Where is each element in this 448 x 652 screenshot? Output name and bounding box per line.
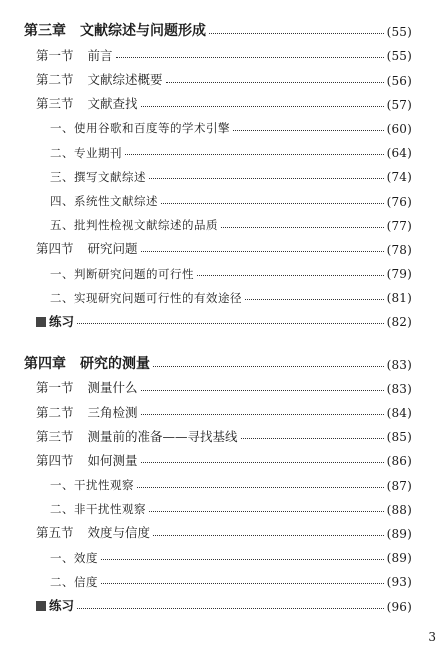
page-ref: (89)	[386, 526, 412, 541]
toc-subsection[interactable]	[24, 467, 412, 491]
subsection-title: 二、非干扰性观察	[50, 502, 146, 517]
subsection-title: 五、批判性检视文献综述的品质	[50, 218, 218, 233]
dot-leader	[137, 487, 384, 488]
table-of-contents	[24, 14, 412, 613]
section-name: 文献综述概要	[87, 72, 163, 88]
dot-leader	[116, 57, 384, 58]
chapter-label: 第三章	[24, 23, 66, 40]
section-label: 第一节	[36, 380, 74, 396]
square-bullet-icon	[36, 317, 46, 327]
section-label: 第四节	[36, 241, 74, 257]
dot-leader	[101, 559, 384, 560]
section-label: 第三节	[36, 428, 74, 444]
section-name: 效度与信度	[87, 525, 151, 541]
dot-leader	[149, 511, 384, 512]
subsection-title: 二、实现研究问题可行性的有效途径	[50, 290, 242, 305]
dot-leader	[141, 390, 384, 391]
page-ref: (84)	[386, 406, 412, 420]
toc-subsection[interactable]	[24, 564, 412, 588]
toc-section[interactable]	[24, 62, 412, 86]
section-label: 第五节	[36, 525, 74, 541]
subsection-title: 三、撰写文献综述	[50, 169, 146, 184]
dot-leader	[241, 438, 384, 439]
exercise-label: 练习	[49, 313, 75, 329]
toc-subsection[interactable]	[24, 208, 412, 232]
page-ref: (86)	[386, 454, 412, 469]
chapter-spacer	[24, 328, 412, 346]
toc-section[interactable]	[24, 371, 412, 395]
dot-leader	[245, 299, 384, 300]
page-ref: (60)	[386, 121, 412, 136]
section-name: 如何测量	[87, 452, 138, 468]
toc-subsection[interactable]	[24, 111, 412, 135]
section-title	[36, 404, 138, 420]
toc-section[interactable]	[24, 443, 412, 467]
page-ref: (55)	[386, 49, 412, 64]
chapter-name: 文献综述与问题形成	[80, 23, 206, 40]
toc-section[interactable]	[24, 419, 412, 443]
toc-exercise[interactable]	[24, 588, 412, 612]
square-bullet-icon	[36, 601, 46, 611]
dot-leader	[153, 366, 384, 367]
section-title	[36, 382, 138, 395]
subsection-title: 一、效度	[50, 550, 98, 565]
subsection-title: 二、专业期刊	[50, 145, 122, 160]
page-ref: (78)	[386, 242, 412, 257]
dot-leader	[153, 535, 384, 536]
section-name: 测量什么	[87, 380, 138, 396]
subsection-title: 一、判断研究问题的可行性	[50, 266, 194, 281]
dot-leader	[141, 462, 384, 463]
toc-section[interactable]	[24, 87, 412, 111]
dot-leader	[101, 583, 384, 584]
section-title	[36, 243, 138, 256]
chapter-title	[24, 357, 150, 371]
toc-subsection[interactable]	[24, 183, 412, 207]
section-title	[36, 74, 163, 87]
toc-exercise[interactable]	[24, 304, 412, 328]
dot-leader	[141, 251, 384, 252]
dot-leader	[141, 106, 384, 107]
section-title	[36, 452, 138, 468]
page-ref: (85)	[386, 430, 412, 445]
subsection-title: 一、使用谷歌和百度等的学术引擎	[50, 121, 230, 136]
exercise-title	[36, 600, 74, 613]
page-ref: (87)	[386, 478, 412, 493]
page-ref: (74)	[386, 170, 412, 185]
section-label: 第二节	[36, 72, 74, 88]
page-ref: (82)	[386, 315, 412, 330]
section-title	[36, 47, 113, 63]
page-ref: (81)	[386, 291, 412, 306]
dot-leader	[141, 414, 384, 415]
page-ref: (96)	[386, 599, 412, 614]
section-name: 研究问题	[87, 241, 138, 257]
toc-section[interactable]	[24, 38, 412, 62]
exercise-title	[36, 313, 75, 329]
dot-leader	[209, 33, 384, 34]
page-ref: (76)	[386, 194, 412, 209]
toc-subsection[interactable]	[24, 256, 412, 280]
page-ref: (79)	[386, 267, 412, 282]
dot-leader	[149, 178, 384, 179]
section-name: 前言	[87, 47, 113, 63]
chapter-name: 研究的测量	[80, 355, 150, 372]
section-name: 文献查找	[87, 96, 138, 112]
section-label: 第一节	[36, 47, 74, 63]
page-ref: (89)	[386, 551, 412, 566]
page-ref: (77)	[386, 218, 412, 233]
dot-leader	[161, 203, 384, 204]
page-number: 3	[428, 630, 436, 644]
section-label: 第四节	[36, 452, 74, 468]
dot-leader	[125, 154, 384, 155]
toc-section[interactable]	[24, 232, 412, 256]
dot-leader	[233, 130, 384, 131]
toc-subsection[interactable]	[24, 159, 412, 183]
toc-subsection[interactable]	[24, 492, 412, 516]
chapter-title	[24, 24, 206, 38]
dot-leader	[221, 227, 384, 228]
page-ref: (64)	[386, 146, 412, 161]
section-name: 三角检测	[87, 404, 138, 420]
dot-leader	[77, 323, 384, 324]
page-ref: (55)	[386, 25, 412, 40]
section-label: 第三节	[36, 96, 74, 112]
section-title	[36, 98, 138, 111]
toc-subsection[interactable]	[24, 135, 412, 159]
page-ref: (57)	[386, 97, 412, 112]
exercise-label: 练习	[49, 598, 75, 613]
toc-chapter-3[interactable]	[24, 14, 412, 38]
page-ref: (93)	[386, 575, 412, 590]
section-title	[36, 527, 150, 540]
toc-subsection[interactable]	[24, 280, 412, 304]
subsection-title: 一、干扰性观察	[50, 478, 134, 493]
page-ref: (83)	[386, 381, 412, 396]
page-ref: (83)	[386, 357, 412, 372]
toc-subsection[interactable]	[24, 540, 412, 564]
section-label: 第二节	[36, 404, 74, 420]
subsection-title: 二、信度	[50, 574, 98, 589]
toc-section[interactable]	[24, 516, 412, 540]
chapter-label: 第四章	[24, 355, 66, 372]
section-title	[36, 428, 238, 444]
page-ref: (88)	[386, 502, 412, 517]
dot-leader	[197, 275, 384, 276]
dot-leader	[77, 608, 384, 609]
page-ref: (56)	[386, 73, 412, 88]
dot-leader	[166, 82, 384, 83]
toc-chapter-4[interactable]	[24, 346, 412, 370]
subsection-title: 四、系统性文献综述	[50, 194, 158, 208]
toc-section[interactable]	[24, 395, 412, 419]
section-name: 测量前的准备——寻找基线	[87, 428, 238, 444]
